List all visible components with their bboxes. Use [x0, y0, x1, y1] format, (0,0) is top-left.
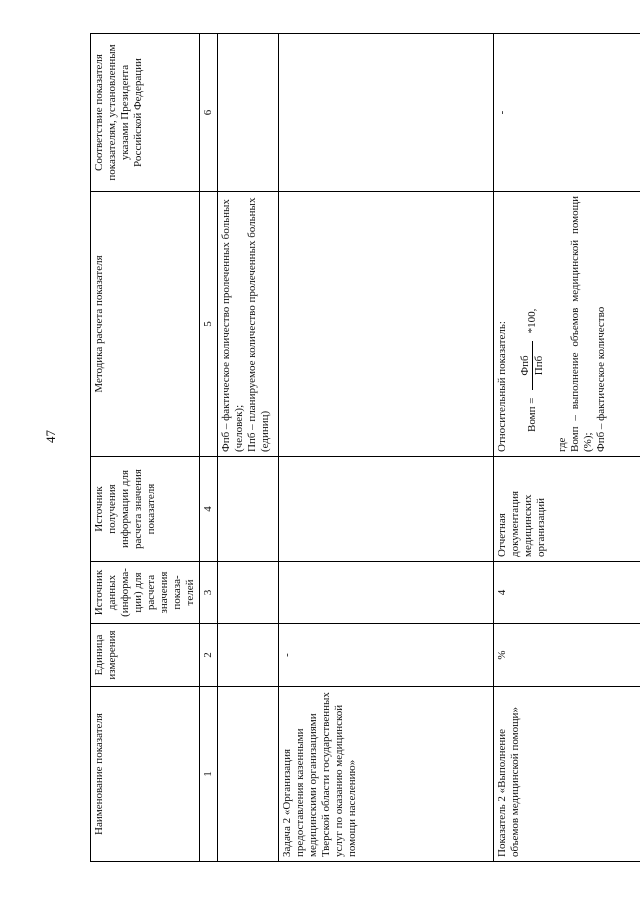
- header-compliance: Соответствие показателя показателям, установленным указами Президента Российской Федерации: [91, 34, 200, 192]
- header-info-source: Источник получения информации для расчета значения показателя: [91, 457, 200, 562]
- formula-numerator: Фпб: [519, 341, 533, 389]
- task-name: Задача 2 «Организация предоставления казенными медицинскими организациями Тверской области государственных услуг по оказанию медицинской помощи населению»: [279, 687, 494, 862]
- column-number: 3: [200, 562, 218, 624]
- formula: [519, 196, 546, 432]
- method-description: Фпб – фактическое количество: [595, 306, 607, 452]
- column-number: 4: [200, 457, 218, 562]
- methodology-line: Ппб – планируемое количество пролеченных больных (единиц): [246, 197, 271, 452]
- column-number: 6: [200, 34, 218, 192]
- indicator-compliance: -: [494, 34, 640, 192]
- column-number-row: [200, 34, 218, 862]
- header-unit: Единица измерения: [91, 624, 200, 687]
- formula-fraction: [519, 341, 546, 389]
- column-number: 2: [200, 624, 218, 687]
- indicator-unit: %: [494, 624, 640, 687]
- table-row: [279, 34, 494, 862]
- methodology-cell: [218, 192, 279, 457]
- column-number: 5: [200, 192, 218, 457]
- methodology-line: Фпб – фактическое количество пролеченных больных (человек);: [220, 199, 245, 452]
- indicator-methodology: [494, 192, 640, 457]
- method-where: где: [556, 437, 568, 452]
- page-number: 47: [43, 430, 58, 443]
- table-header-row: [91, 34, 200, 862]
- indicator-info-source: Отчетная документация медицинских организаций: [494, 457, 640, 562]
- header-methodology: Методика расчета показателя: [91, 192, 200, 457]
- rotated-table-container: [90, 34, 630, 862]
- formula-right: *100,: [526, 308, 538, 334]
- formula-left: Вомп =: [526, 397, 538, 432]
- column-number: 1: [200, 687, 218, 862]
- indicator-data-source: 4: [494, 562, 640, 624]
- task-unit: -: [279, 624, 494, 687]
- formula-denominator: Ппб: [533, 355, 545, 376]
- method-description: Вомп – выполнение объемов медицинской помощи (%);: [569, 196, 594, 452]
- table-row: [218, 34, 279, 862]
- header-indicator-name: Наименование показателя: [91, 687, 200, 862]
- method-intro: Относительный показатель:: [496, 321, 508, 452]
- header-data-source: Источник данных (информа-ции) для расчета значения показа-телей: [91, 562, 200, 624]
- indicators-table: [90, 33, 640, 862]
- indicator-name: Показатель 2 «Выполнение объемов медицинской помощи»: [494, 687, 640, 862]
- table-row: [494, 34, 640, 862]
